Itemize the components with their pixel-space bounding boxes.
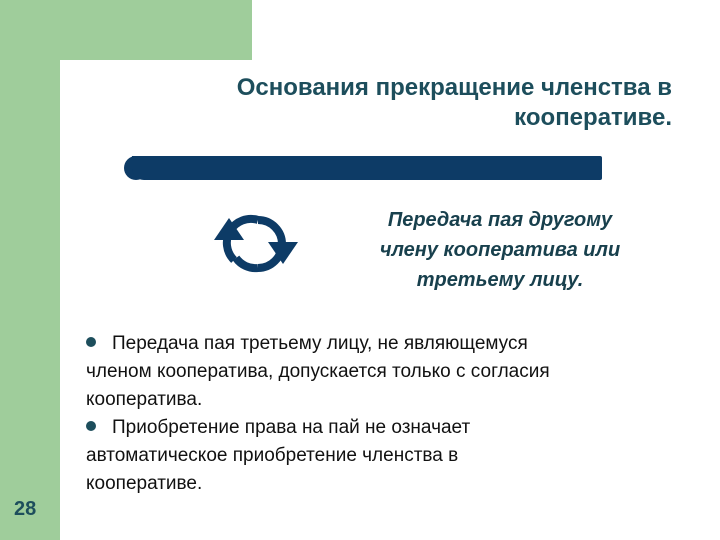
page-number: 28 xyxy=(14,498,37,520)
bullet-2-line-1: Приобретение права на пай не означает xyxy=(112,417,471,438)
bullet-2-line-2: автоматическое приобретение членства в xyxy=(86,445,459,466)
bullet-icon xyxy=(86,421,96,431)
subtitle-line-1: Передача пая другому xyxy=(387,209,613,231)
bullet-1-line-1: Передача пая третьему лицу, не являющемуся xyxy=(112,333,528,354)
title-line-1: Основания прекращение членства в xyxy=(236,74,672,101)
subtitle-line-2: члену кооператива или xyxy=(379,239,621,261)
bullet-2-line-3: кооперативе. xyxy=(86,473,203,494)
divider-bar xyxy=(132,156,602,180)
title-line-2: кооперативе. xyxy=(514,104,672,131)
bullet-list xyxy=(86,330,686,498)
bullet-1-line-2: членом кооператива, допускается только с согласия xyxy=(86,361,550,382)
subtitle xyxy=(340,205,660,295)
cycle-arrows-icon xyxy=(206,202,302,282)
slide-title xyxy=(112,73,672,133)
bullet-item-2 xyxy=(86,414,686,498)
left-green-band xyxy=(0,0,60,540)
bullet-item-1 xyxy=(86,330,686,414)
bullet-icon xyxy=(86,337,96,347)
top-green-band xyxy=(60,0,252,60)
subtitle-line-3: третьему лицу. xyxy=(416,269,584,291)
bullet-1-line-3: кооператива. xyxy=(86,389,203,410)
